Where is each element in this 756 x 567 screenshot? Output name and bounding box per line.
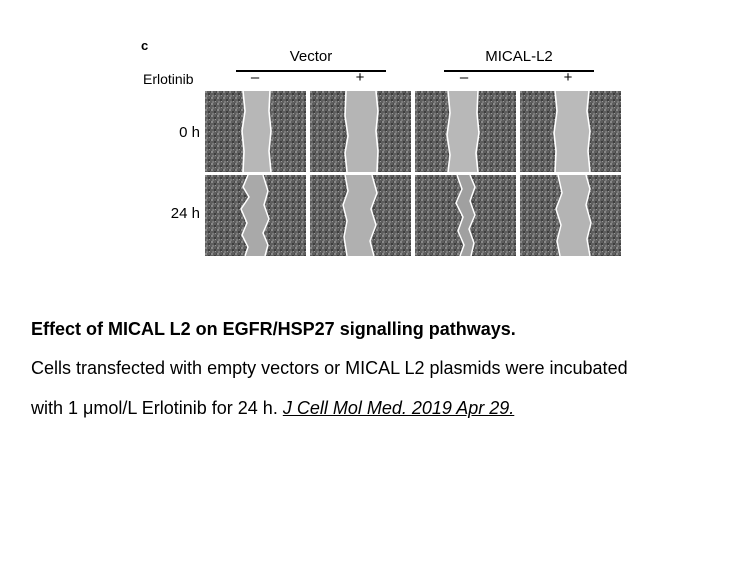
micrograph-24h-mical-minus: [415, 175, 516, 256]
micrograph-0h-vector-minus: [205, 91, 306, 172]
sign-vector-minus: –: [250, 69, 260, 86]
micrograph-24h-vector-minus: [205, 175, 306, 256]
panel-letter: c: [141, 38, 149, 53]
sign-mical-plus: +: [563, 69, 573, 86]
micrograph-24h-vector-plus: [310, 175, 411, 256]
caption-line-1: Cells transfected with empty vectors or MICAL L2 plasmids were incubated: [31, 358, 628, 378]
group-label-mical-l2: MICAL-L2: [485, 48, 553, 65]
micrograph-0h-vector-plus: [310, 91, 411, 172]
group-label-vector: Vector: [289, 48, 333, 65]
row-label-0h: 0 h: [179, 124, 200, 141]
micrograph-24h-mical-plus: [520, 175, 621, 256]
sign-vector-plus: +: [355, 69, 365, 86]
caption-title: Effect of MICAL L2 on EGFR/HSP27 signalling pathways.: [31, 319, 516, 339]
caption-line-2: [31, 398, 514, 419]
sign-mical-minus: –: [459, 69, 469, 86]
erlotinib-label: Erlotinib: [143, 71, 194, 87]
micrograph-0h-mical-minus: [415, 91, 516, 172]
citation-link[interactable]: J Cell Mol Med. 2019 Apr 29.: [282, 398, 515, 418]
micrograph-0h-mical-plus: [520, 91, 621, 172]
row-label-24h: 24 h: [170, 205, 200, 222]
caption-line-2-text: with 1 μmol/L Erlotinib for 24 h.: [31, 398, 283, 418]
